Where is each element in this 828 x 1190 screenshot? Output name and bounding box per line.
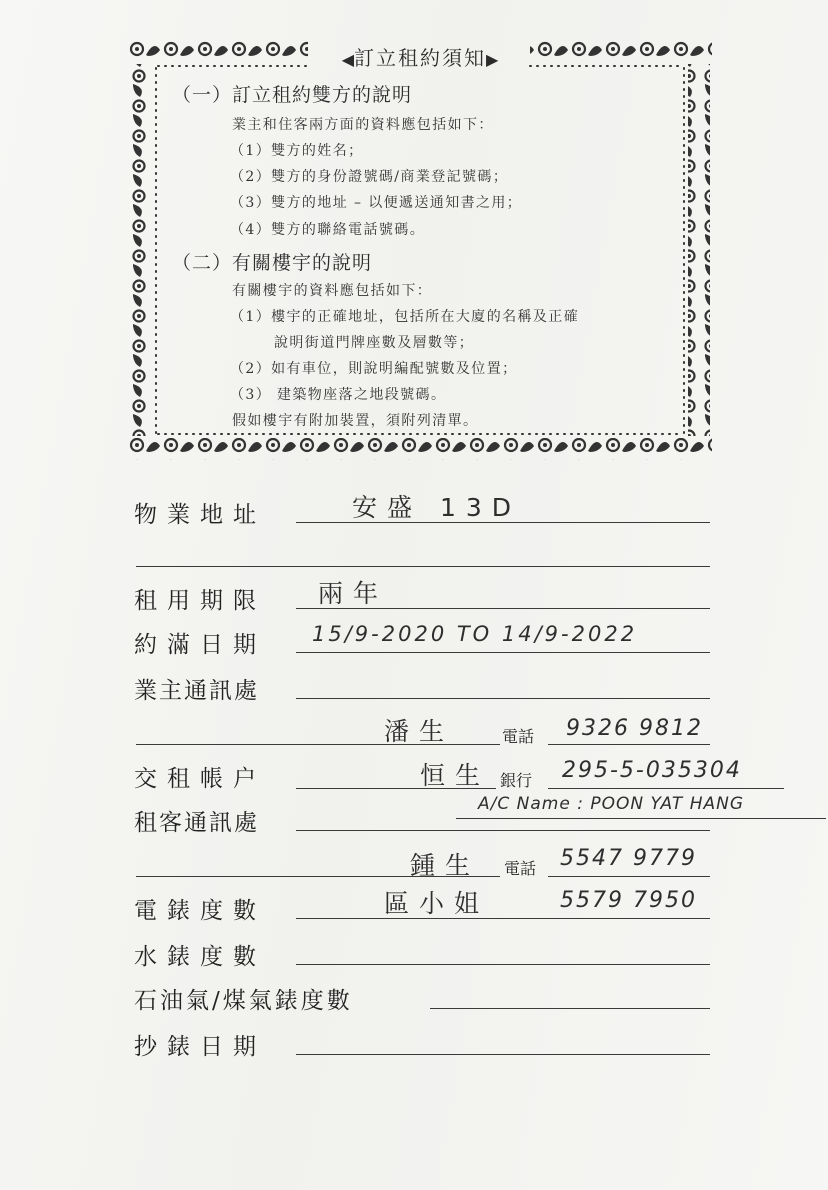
property-address-line-2 (136, 566, 710, 567)
bank-label: 銀行 (500, 771, 533, 790)
right-triangle-icon: ▶ (486, 50, 499, 69)
section2-item: （3） 建築物座落之地段號碼。 (230, 387, 447, 403)
notice-title (128, 42, 712, 71)
lease-term-label: 租用期限 (134, 588, 266, 614)
tenant-contact-line-2 (136, 876, 500, 877)
section1-title: （一）訂立租約雙方的說明 (172, 84, 413, 106)
section2-intro: 有關樓宇的資料應包括如下： (232, 283, 433, 299)
tenant-phone-label: 電話 (504, 859, 537, 878)
lease-notice-box (128, 38, 712, 466)
water-meter-label: 水錶度數 (134, 944, 266, 970)
landlord-phone: 9326 9812 (566, 716, 703, 741)
expiry-date-label: 約滿日期 (134, 632, 266, 658)
property-address-label: 物業地址 (134, 502, 266, 528)
section1-item: （2）雙方的身份證號碼/商業登記號碼； (230, 169, 509, 185)
tenant-contact-line (296, 830, 710, 831)
section2-footer: 假如樓宇有附加裝置，須附列清單。 (232, 413, 479, 429)
electricity-contact-name: 區小姐 (384, 889, 490, 918)
property-address-value: 安盛 13D (352, 493, 522, 522)
section2-item: （1）樓宇的正確地址，包括所在大廈的名稱及正確 (230, 309, 580, 325)
section1-intro: 業主和住客兩方面的資料應包括如下： (232, 117, 494, 133)
electricity-meter-label: 電錶度數 (134, 898, 266, 924)
section2-title: （二）有關樓宇的說明 (172, 252, 373, 274)
account-name: A/C Name : POON YAT HANG (478, 794, 745, 814)
tenant-contact-label: 租客通訊處 (134, 810, 259, 836)
electricity-meter-line (296, 918, 710, 919)
water-meter-line (296, 964, 710, 965)
rent-bank-name: 恒生 (420, 761, 491, 790)
section1-item: （3）雙方的地址 – 以便遞送通知書之用； (230, 195, 523, 211)
landlord-contact-line-2 (136, 744, 500, 745)
account-name-line (456, 818, 826, 819)
reading-date-label: 抄錶日期 (134, 1034, 266, 1060)
tenant-name: 鍾生 (410, 851, 481, 880)
section2-item: （2）如有車位，則說明編配號數及位置； (230, 361, 518, 377)
landlord-name: 潘生 (384, 717, 455, 746)
left-triangle-icon: ◀ (341, 50, 354, 69)
account-number-line (548, 788, 784, 789)
landlord-phone-line (548, 744, 710, 745)
notice-title-text: 訂立租約須知 (354, 46, 486, 70)
electricity-contact-phone: 5579 7950 (560, 888, 697, 913)
landlord-phone-label: 電話 (502, 727, 535, 746)
gas-meter-line (430, 1008, 710, 1009)
section1-item: （1）雙方的姓名； (230, 143, 364, 159)
section2-item: 說明街道門牌座數及層數等； (274, 335, 475, 351)
expiry-date-line (296, 652, 710, 653)
landlord-contact-line (296, 698, 710, 699)
lease-term-value: 兩年 (318, 579, 389, 608)
reading-date-line (296, 1054, 710, 1055)
expiry-date-value: 15/9-2020 TO 14/9-2022 (312, 622, 638, 646)
section1-item: （4）雙方的聯絡電話號碼。 (230, 222, 426, 238)
rent-account-number: 295-5-035304 (562, 758, 742, 783)
landlord-contact-label: 業主通訊處 (134, 678, 259, 704)
gas-meter-label: 石油氣/煤氣錶度數 (134, 988, 353, 1014)
tenant-phone-line (548, 876, 710, 877)
tenant-phone: 5547 9779 (560, 846, 697, 871)
rent-account-label: 交租帳户 (134, 766, 266, 792)
